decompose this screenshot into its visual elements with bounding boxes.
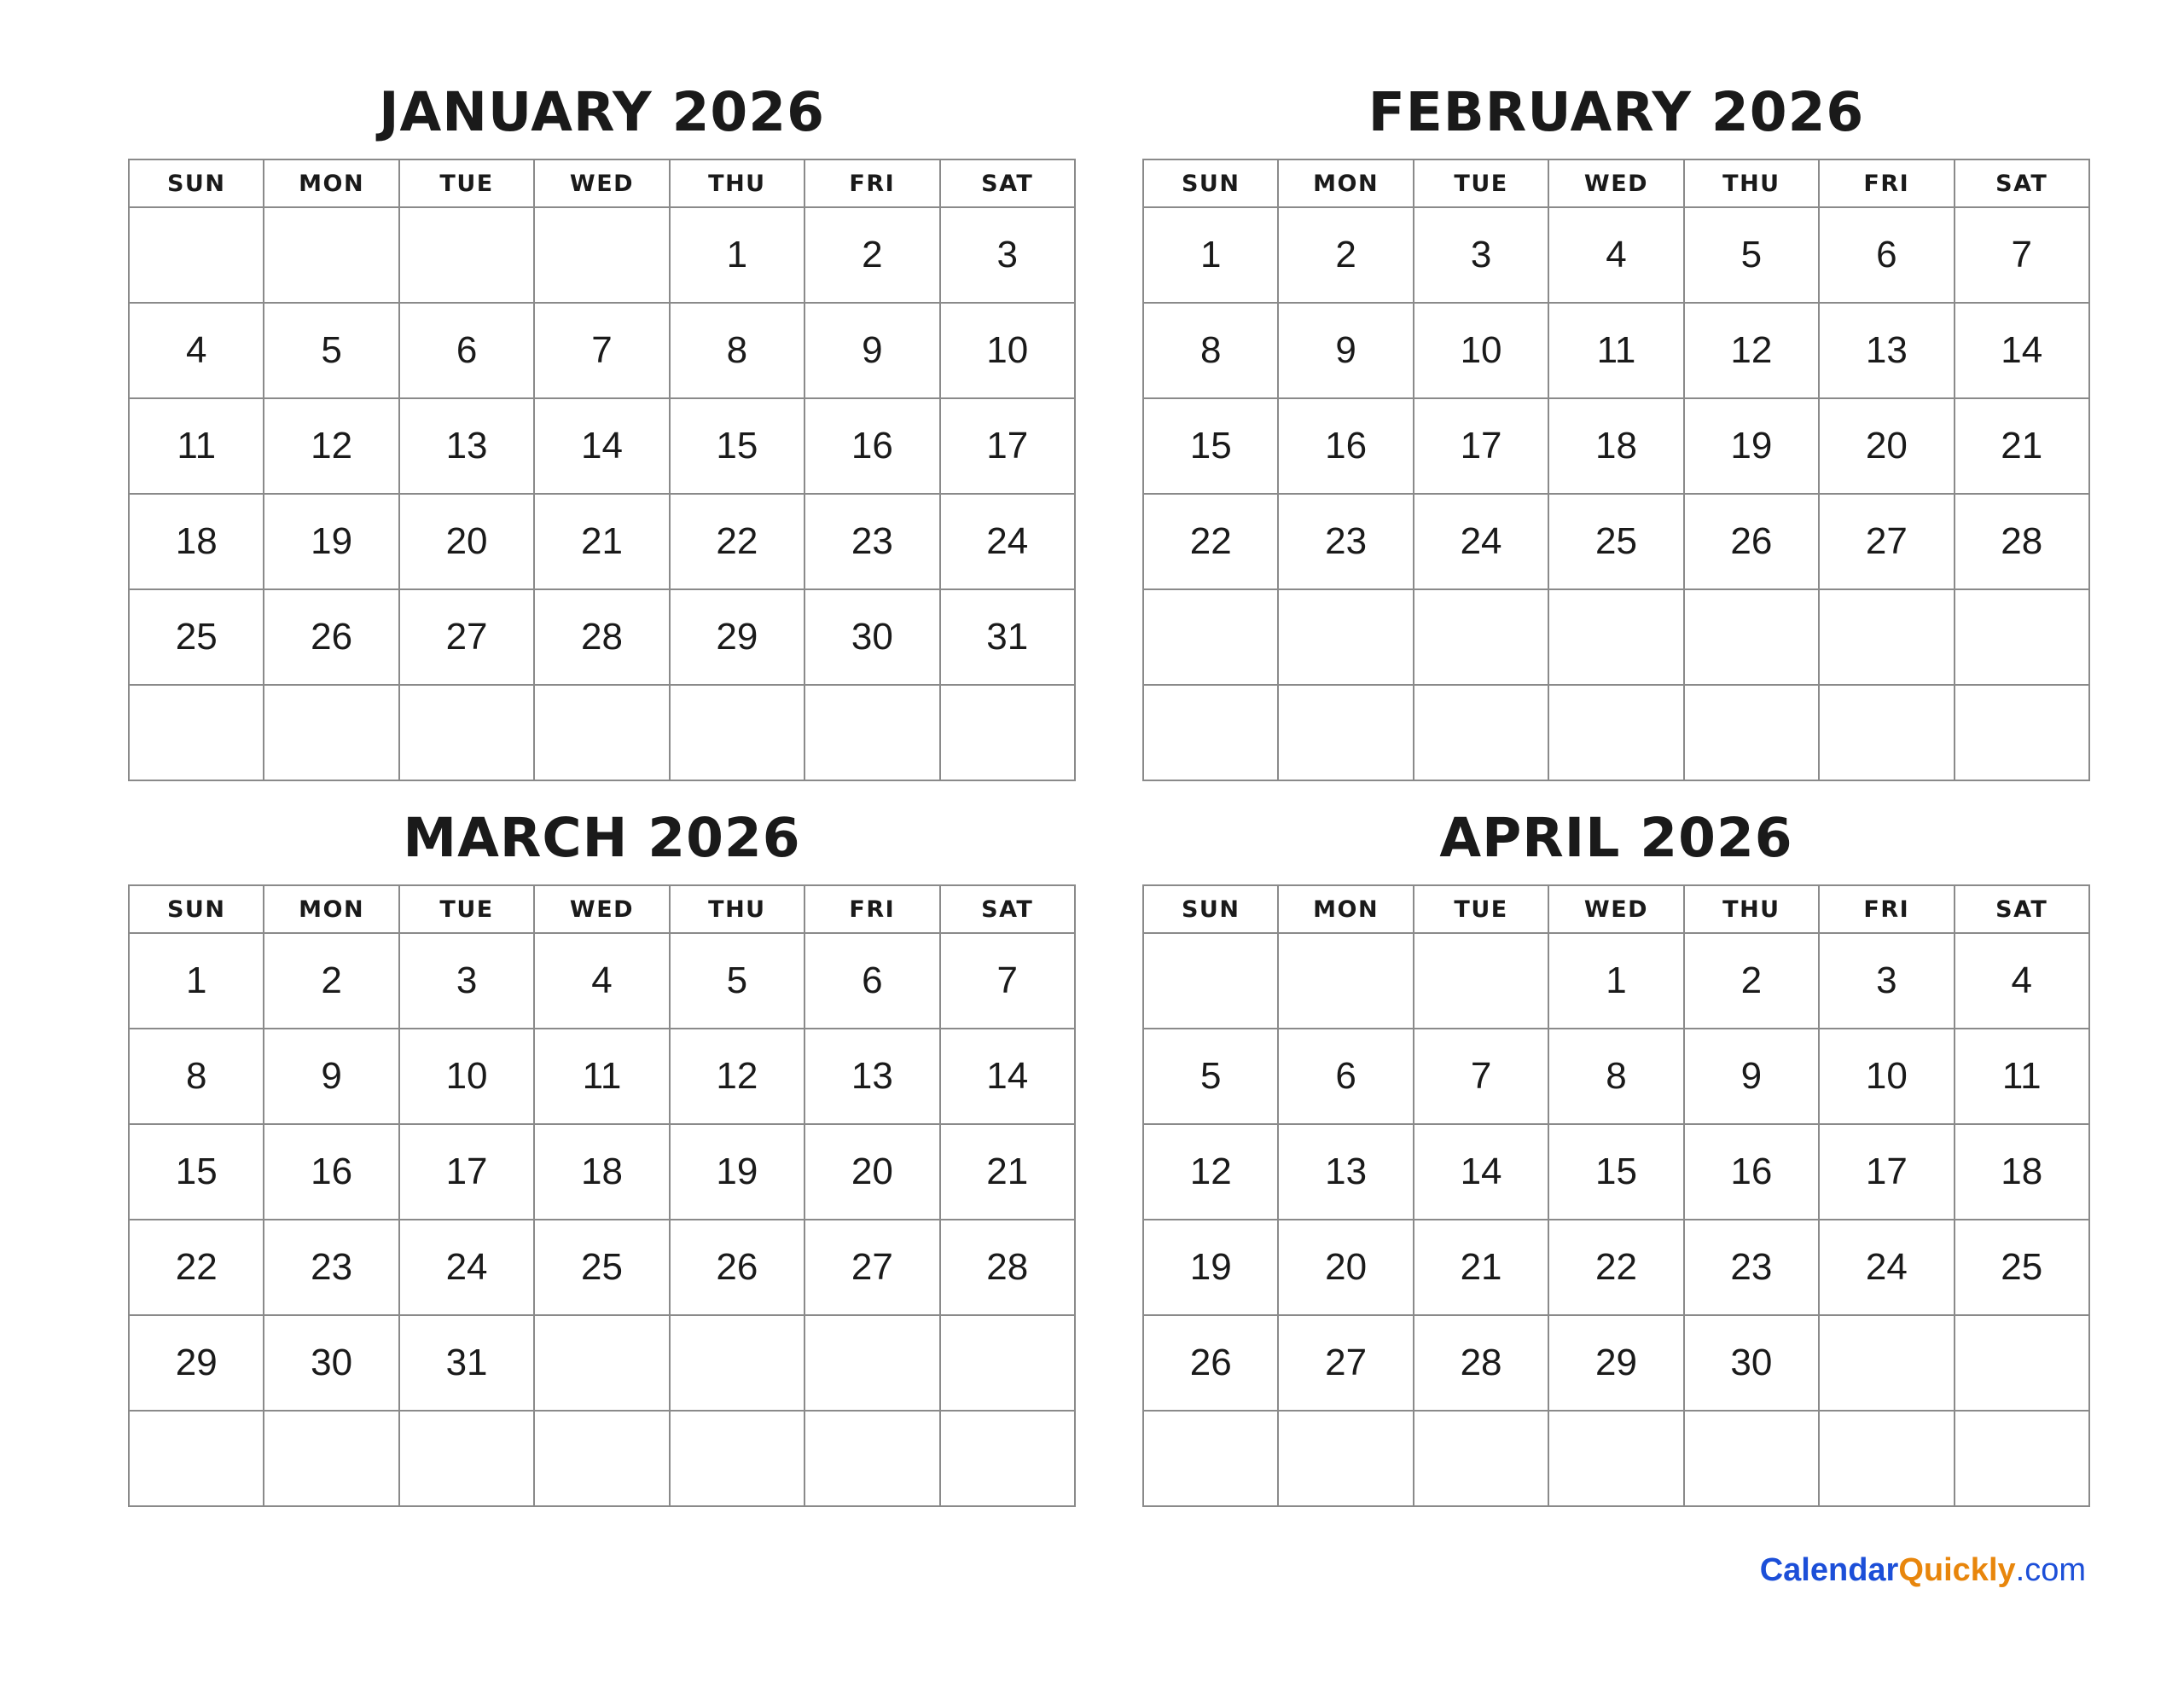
empty-day-cell: [1414, 933, 1548, 1029]
day-cell[interactable]: 31: [940, 589, 1075, 685]
month-title: APRIL 2026: [1439, 807, 1793, 869]
empty-day-cell: [1684, 1411, 1819, 1506]
day-cell[interactable]: 20: [804, 1124, 939, 1220]
weekday-header: SUN: [1143, 885, 1278, 933]
empty-day-cell: [1819, 1411, 1954, 1506]
empty-day-cell: [1819, 685, 1954, 780]
empty-day-cell: [1414, 1411, 1548, 1506]
day-cell[interactable]: 30: [264, 1315, 398, 1411]
weekday-header: SAT: [940, 159, 1075, 207]
day-cell[interactable]: 5: [1143, 1029, 1278, 1124]
empty-day-cell: [399, 207, 534, 303]
empty-day-cell: [264, 1411, 398, 1506]
empty-day-cell: [264, 207, 398, 303]
day-cell[interactable]: 14: [1955, 303, 2089, 398]
empty-day-cell: [534, 685, 669, 780]
day-cell[interactable]: 6: [1819, 207, 1954, 303]
weekday-header: SUN: [129, 159, 264, 207]
week-row: [1143, 933, 2089, 1029]
day-cell[interactable]: 18: [1955, 1124, 2089, 1220]
day-cell[interactable]: 9: [1684, 1029, 1819, 1124]
empty-day-cell: [1955, 589, 2089, 685]
day-cell[interactable]: 2: [804, 207, 939, 303]
day-cell[interactable]: 7: [940, 933, 1075, 1029]
week-row: [1143, 1315, 2089, 1411]
week-row: [129, 1124, 1075, 1220]
day-cell[interactable]: 18: [534, 1124, 669, 1220]
empty-day-cell: [940, 685, 1075, 780]
empty-day-cell: [804, 1411, 939, 1506]
empty-day-cell: [1278, 933, 1413, 1029]
weekday-header: THU: [670, 159, 804, 207]
day-cell[interactable]: 19: [670, 1124, 804, 1220]
day-cell[interactable]: 1: [1143, 207, 1278, 303]
week-row: [129, 933, 1075, 1029]
day-cell[interactable]: 2: [264, 933, 398, 1029]
empty-day-cell: [1143, 1411, 1278, 1506]
day-cell[interactable]: 10: [1414, 303, 1548, 398]
day-cell[interactable]: 30: [804, 589, 939, 685]
day-cell[interactable]: 16: [264, 1124, 398, 1220]
empty-day-cell: [1278, 589, 1413, 685]
brand-domain-text: .com: [2015, 1552, 2086, 1588]
month-block: [1142, 807, 2090, 1507]
day-cell[interactable]: 22: [1143, 494, 1278, 589]
day-cell[interactable]: 6: [1278, 1029, 1413, 1124]
day-cell[interactable]: 19: [264, 494, 398, 589]
week-row: [129, 1220, 1075, 1315]
weekday-header: FRI: [1819, 159, 1954, 207]
day-cell[interactable]: 5: [264, 303, 398, 398]
day-cell[interactable]: 26: [264, 589, 398, 685]
day-cell[interactable]: 13: [399, 398, 534, 494]
day-cell[interactable]: 20: [399, 494, 534, 589]
day-cell[interactable]: 9: [264, 1029, 398, 1124]
day-cell[interactable]: 25: [534, 1220, 669, 1315]
weekday-header: MON: [1278, 159, 1413, 207]
day-cell[interactable]: 8: [1143, 303, 1278, 398]
day-cell[interactable]: 29: [1548, 1315, 1683, 1411]
day-cell[interactable]: 14: [534, 398, 669, 494]
empty-day-cell: [940, 1315, 1075, 1411]
weekday-header: THU: [1684, 159, 1819, 207]
empty-day-cell: [670, 1411, 804, 1506]
weekday-header: TUE: [1414, 159, 1548, 207]
day-cell[interactable]: 13: [1278, 1124, 1413, 1220]
weekday-header: THU: [1684, 885, 1819, 933]
week-row: [1143, 398, 2089, 494]
empty-day-cell: [1684, 589, 1819, 685]
day-cell[interactable]: 3: [399, 933, 534, 1029]
empty-day-cell: [670, 685, 804, 780]
weekday-header: FRI: [804, 885, 939, 933]
day-cell[interactable]: 10: [1819, 1029, 1954, 1124]
week-row: [1143, 303, 2089, 398]
day-cell[interactable]: 8: [129, 1029, 264, 1124]
day-cell[interactable]: 17: [1819, 1124, 1954, 1220]
empty-day-cell: [1143, 685, 1278, 780]
weekday-header: THU: [670, 885, 804, 933]
weekday-header: WED: [534, 885, 669, 933]
day-cell[interactable]: 14: [940, 1029, 1075, 1124]
day-cell[interactable]: 6: [399, 303, 534, 398]
empty-day-cell: [1278, 685, 1413, 780]
day-cell[interactable]: 22: [670, 494, 804, 589]
day-cell[interactable]: 12: [1143, 1124, 1278, 1220]
calendar-grid: [128, 81, 2090, 1507]
empty-day-cell: [129, 685, 264, 780]
weekday-header: SUN: [129, 885, 264, 933]
day-cell[interactable]: 1: [1548, 933, 1683, 1029]
day-cell[interactable]: 20: [1278, 1220, 1413, 1315]
day-cell[interactable]: 11: [534, 1029, 669, 1124]
day-cell[interactable]: 8: [670, 303, 804, 398]
day-cell[interactable]: 3: [1819, 933, 1954, 1029]
day-cell[interactable]: 15: [670, 398, 804, 494]
week-row: [1143, 1411, 2089, 1506]
empty-day-cell: [534, 207, 669, 303]
day-cell[interactable]: 26: [1143, 1315, 1278, 1411]
weekday-header: MON: [1278, 885, 1413, 933]
empty-day-cell: [1684, 685, 1819, 780]
day-cell[interactable]: 29: [129, 1315, 264, 1411]
weekday-header: FRI: [1819, 885, 1954, 933]
weekday-header: FRI: [804, 159, 939, 207]
day-cell[interactable]: 21: [1955, 398, 2089, 494]
day-cell[interactable]: 21: [534, 494, 669, 589]
empty-day-cell: [1414, 685, 1548, 780]
day-cell[interactable]: 31: [399, 1315, 534, 1411]
empty-day-cell: [1548, 1411, 1683, 1506]
day-cell[interactable]: 24: [1819, 1220, 1954, 1315]
month-table: [128, 159, 1076, 781]
day-cell[interactable]: 8: [1548, 1029, 1683, 1124]
day-cell[interactable]: 4: [1955, 933, 2089, 1029]
week-row: [129, 1411, 1075, 1506]
day-cell[interactable]: 27: [804, 1220, 939, 1315]
day-cell[interactable]: 28: [940, 1220, 1075, 1315]
empty-day-cell: [804, 1315, 939, 1411]
day-cell[interactable]: 13: [804, 1029, 939, 1124]
day-cell[interactable]: 11: [1955, 1029, 2089, 1124]
day-cell[interactable]: 22: [1548, 1220, 1683, 1315]
empty-day-cell: [1278, 1411, 1413, 1506]
day-cell[interactable]: 10: [399, 1029, 534, 1124]
day-cell[interactable]: 28: [1955, 494, 2089, 589]
day-cell[interactable]: 26: [1684, 494, 1819, 589]
week-row: [129, 1029, 1075, 1124]
weekday-header: SAT: [1955, 885, 2089, 933]
day-cell[interactable]: 28: [1414, 1315, 1548, 1411]
day-cell[interactable]: 1: [670, 207, 804, 303]
empty-day-cell: [1414, 589, 1548, 685]
empty-day-cell: [804, 685, 939, 780]
empty-day-cell: [399, 1411, 534, 1506]
empty-day-cell: [1143, 589, 1278, 685]
week-row: [1143, 1220, 2089, 1315]
day-cell[interactable]: 21: [940, 1124, 1075, 1220]
week-row: [1143, 685, 2089, 780]
day-cell[interactable]: 28: [534, 589, 669, 685]
week-row: [1143, 1124, 2089, 1220]
day-cell[interactable]: 6: [804, 933, 939, 1029]
day-cell[interactable]: 13: [1819, 303, 1954, 398]
day-cell[interactable]: 5: [670, 933, 804, 1029]
week-row: [1143, 494, 2089, 589]
day-cell[interactable]: 11: [129, 398, 264, 494]
weekday-header: MON: [264, 885, 398, 933]
empty-day-cell: [264, 685, 398, 780]
month-title: FEBRUARY 2026: [1368, 81, 1865, 143]
weekday-header: SAT: [1955, 159, 2089, 207]
empty-day-cell: [1955, 1315, 2089, 1411]
weekday-header: WED: [1548, 159, 1683, 207]
weekday-header: TUE: [1414, 885, 1548, 933]
day-cell[interactable]: 15: [1548, 1124, 1683, 1220]
week-row: [1143, 1029, 2089, 1124]
day-cell[interactable]: 17: [940, 398, 1075, 494]
weekday-header: MON: [264, 159, 398, 207]
day-cell[interactable]: 27: [1278, 1315, 1413, 1411]
day-cell[interactable]: 23: [264, 1220, 398, 1315]
weekday-header: WED: [1548, 885, 1683, 933]
empty-day-cell: [399, 685, 534, 780]
weekday-header-row: [1143, 159, 2089, 207]
day-cell[interactable]: 23: [1278, 494, 1413, 589]
day-cell[interactable]: 3: [940, 207, 1075, 303]
day-cell[interactable]: 18: [1548, 398, 1683, 494]
day-cell[interactable]: 3: [1414, 207, 1548, 303]
day-cell[interactable]: 16: [804, 398, 939, 494]
month-table: [1142, 884, 2090, 1507]
day-cell[interactable]: 25: [1548, 494, 1683, 589]
day-cell[interactable]: 7: [1414, 1029, 1548, 1124]
day-cell[interactable]: 17: [1414, 398, 1548, 494]
day-cell[interactable]: 17: [399, 1124, 534, 1220]
day-cell[interactable]: 25: [129, 589, 264, 685]
day-cell[interactable]: 23: [804, 494, 939, 589]
day-cell[interactable]: 21: [1414, 1220, 1548, 1315]
brand-quickly-text: Quickly: [1898, 1552, 2016, 1588]
day-cell[interactable]: 24: [399, 1220, 534, 1315]
empty-day-cell: [129, 207, 264, 303]
empty-day-cell: [1143, 933, 1278, 1029]
week-row: [1143, 207, 2089, 303]
weekday-header-row: [1143, 885, 2089, 933]
day-cell[interactable]: 22: [129, 1220, 264, 1315]
day-cell[interactable]: 16: [1684, 1124, 1819, 1220]
day-cell[interactable]: 18: [129, 494, 264, 589]
day-cell[interactable]: 10: [940, 303, 1075, 398]
weekday-header: WED: [534, 159, 669, 207]
weekday-header: TUE: [399, 159, 534, 207]
month-table: [1142, 159, 2090, 781]
day-cell[interactable]: 9: [804, 303, 939, 398]
weekday-header-row: [129, 885, 1075, 933]
day-cell[interactable]: 19: [1143, 1220, 1278, 1315]
empty-day-cell: [1955, 685, 2089, 780]
day-cell[interactable]: 26: [670, 1220, 804, 1315]
day-cell[interactable]: 24: [940, 494, 1075, 589]
day-cell[interactable]: 12: [264, 398, 398, 494]
day-cell[interactable]: 27: [399, 589, 534, 685]
day-cell[interactable]: 16: [1278, 398, 1413, 494]
day-cell[interactable]: 15: [1143, 398, 1278, 494]
day-cell[interactable]: 20: [1819, 398, 1954, 494]
day-cell[interactable]: 14: [1414, 1124, 1548, 1220]
day-cell[interactable]: 24: [1414, 494, 1548, 589]
day-cell[interactable]: 11: [1548, 303, 1683, 398]
week-row: [1143, 589, 2089, 685]
month-table: [128, 884, 1076, 1507]
empty-day-cell: [670, 1315, 804, 1411]
day-cell[interactable]: 7: [1955, 207, 2089, 303]
week-row: [129, 303, 1075, 398]
weekday-header-row: [129, 159, 1075, 207]
day-cell[interactable]: 4: [129, 303, 264, 398]
month-block: [128, 81, 1076, 781]
week-row: [129, 494, 1075, 589]
weekday-header: SAT: [940, 885, 1075, 933]
month-block: [1142, 81, 2090, 781]
day-cell[interactable]: 27: [1819, 494, 1954, 589]
month-title: JANUARY 2026: [379, 81, 825, 143]
week-row: [129, 685, 1075, 780]
empty-day-cell: [1548, 685, 1683, 780]
day-cell[interactable]: 9: [1278, 303, 1413, 398]
day-cell[interactable]: 4: [1548, 207, 1683, 303]
day-cell[interactable]: 12: [670, 1029, 804, 1124]
empty-day-cell: [1955, 1411, 2089, 1506]
weekday-header: TUE: [399, 885, 534, 933]
empty-day-cell: [1548, 589, 1683, 685]
empty-day-cell: [534, 1411, 669, 1506]
empty-day-cell: [534, 1315, 669, 1411]
month-block: [128, 807, 1076, 1507]
week-row: [129, 1315, 1075, 1411]
day-cell[interactable]: 15: [129, 1124, 264, 1220]
month-title: MARCH 2026: [403, 807, 801, 869]
site-branding: [1760, 1552, 2086, 1589]
weekday-header: SUN: [1143, 159, 1278, 207]
day-cell[interactable]: 19: [1684, 398, 1819, 494]
brand-calendar-text: Calendar: [1759, 1552, 1899, 1588]
day-cell[interactable]: 7: [534, 303, 669, 398]
day-cell[interactable]: 30: [1684, 1315, 1819, 1411]
day-cell[interactable]: 4: [534, 933, 669, 1029]
day-cell[interactable]: 5: [1684, 207, 1819, 303]
day-cell[interactable]: 29: [670, 589, 804, 685]
week-row: [129, 207, 1075, 303]
day-cell[interactable]: 1: [129, 933, 264, 1029]
day-cell[interactable]: 2: [1684, 933, 1819, 1029]
empty-day-cell: [1819, 1315, 1954, 1411]
day-cell[interactable]: 25: [1955, 1220, 2089, 1315]
empty-day-cell: [1819, 589, 1954, 685]
day-cell[interactable]: 2: [1278, 207, 1413, 303]
empty-day-cell: [129, 1411, 264, 1506]
day-cell[interactable]: 12: [1684, 303, 1819, 398]
week-row: [129, 398, 1075, 494]
empty-day-cell: [940, 1411, 1075, 1506]
week-row: [129, 589, 1075, 685]
day-cell[interactable]: 23: [1684, 1220, 1819, 1315]
